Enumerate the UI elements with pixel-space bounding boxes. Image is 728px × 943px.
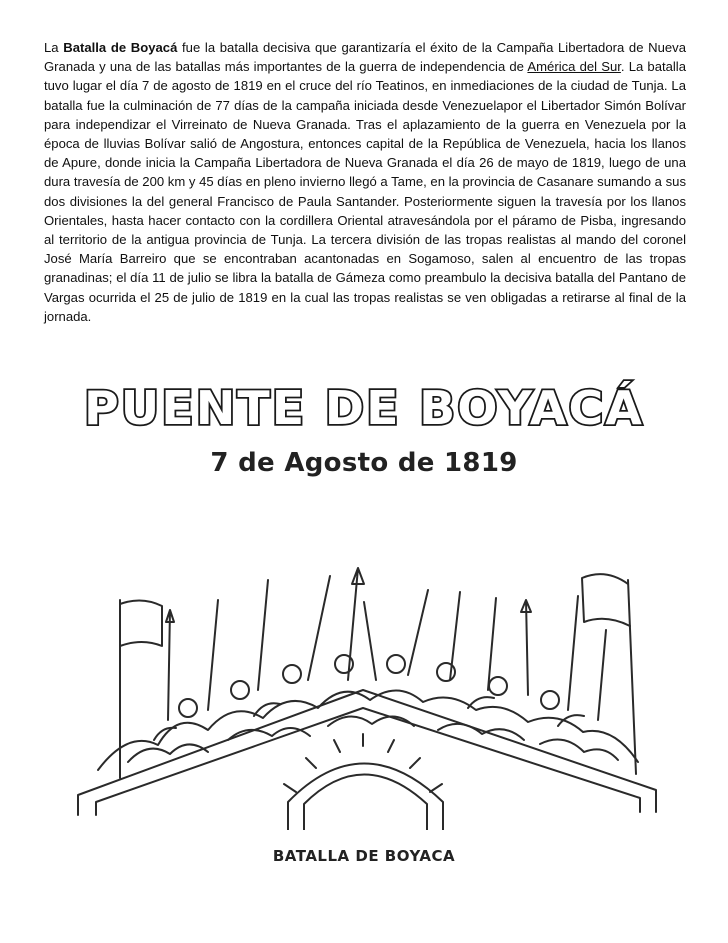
paragraph-text-1: fue la batalla decisiva que garantizaría el éxito de la Campaña Libertadora de Nueva Granada y una de las batallas más importantes de la guerra de independencia de	[44, 40, 686, 75]
poster-date: 7 de Agosto de 1819	[210, 448, 518, 478]
poster-title	[0, 378, 728, 438]
right-flag-pole	[628, 580, 636, 774]
left-flag	[120, 600, 162, 646]
battle-illustration	[58, 540, 678, 830]
right-flag	[582, 574, 630, 626]
poster-caption: BATALLA DE BOYACA	[272, 847, 456, 865]
battle-name: Batalla de Boyacá	[63, 40, 178, 55]
paragraph-text-2: . La batalla tuvo lugar el día 7 de agosto de 1819 en el cruce del río Teatinos, en inmediaciones de la ciudad de Tunja. La batalla fue la culminación de 77 días de la campaña iniciada desde Venezuelapor el Libertador Simón Bolívar para independizar el Virreinato de Nueva Granada. Tras el aplazamiento de la guerra en Venezuela por la época de lluvias Bolívar salió de Angostura, entonces capital de la República de Venezuela, hacia los llanos de Apure, donde inicia la Campaña Libertadora de Nueva Granada el día 26 de mayo de 1819, luego de una dura travesía de 200 km y 45 días en pleno invierno llegó a Tame, en la provincia de Casanare sumando a sus dos divisiones la del general Francisco de Paula Santander. Posteriormente siguen la travesía por los llanos Orientales, hasta hacer contacto con la cordillera Oriental atravesándola por el páramo de Pisba, ingresando al territorio de la antigua provincia de Tunja. La tercera división de las tropas realistas al mando del coronel José María Barreiro que se encontraban acantonadas en Sogamoso, salen al encuentro de las tropas granadinas; el día 11 de julio se libra la batalla de Gámeza como preambulo la decisiva batalla del Pantano de Vargas ocurrida el 25 de julio de 1819 en la cual las tropas realistas se ven obligadas a retirarse al final de la jornada.	[44, 59, 687, 324]
poster-title-text: PUENTE DE BOYACÁ	[84, 381, 644, 435]
america-del-sur-link[interactable]: América del Sur	[527, 59, 621, 75]
intro-prefix: La	[44, 40, 64, 55]
article-paragraph	[44, 38, 686, 326]
